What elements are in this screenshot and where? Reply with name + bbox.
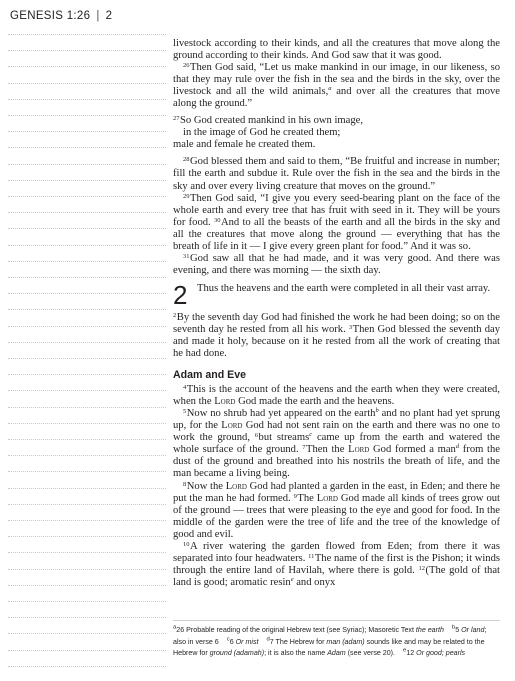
note-line (8, 277, 166, 278)
verse-number: 26 (183, 62, 190, 70)
note-line (8, 423, 166, 424)
note-lines-margin (8, 34, 168, 674)
verse-31: $^{31}$God saw all that he had made, and it was very good. And there was evening, and there was morning — the sixth day. (173, 252, 500, 276)
note-line (8, 83, 166, 84)
scripture-column (173, 38, 500, 589)
footnote-marker[interactable]: b (375, 407, 379, 415)
verse-10-12: $^{10}$A river watering the garden flowed from Eden; from there it was separated into four headwaters. $^{11}$The name of the first is the Pishon; it winds through the entire land of Havilah, where there is gold. $^{12}$(The gold of that land is good; aromatic resin$^e$ and onyx (173, 540, 501, 588)
header-separator: | (96, 10, 100, 22)
book-reference: GENESIS 1:26 (10, 10, 91, 22)
chapter-2-verse-1: Thus the heavens and the earth were completed in all their vast array. (197, 282, 491, 294)
note-line (8, 50, 166, 51)
footnote-a: $^a$26 Probable reading of the original Hebrew text (see Syriac); Masoretic Text the earth (173, 625, 444, 635)
note-line (8, 326, 166, 327)
section-heading: Adam and Eve (173, 369, 247, 382)
verse-4: $^4$This is the account of the heavens and the earth when they were created, when the Lord God made the earth and the heavens. (173, 384, 500, 408)
running-header (10, 10, 112, 22)
poetry-verse-27: $^{27}$So God created mankind in his own image, in the image of God he created them; male and female he created them. (173, 115, 364, 151)
note-line (8, 358, 166, 359)
note-line (8, 212, 166, 213)
note-line (8, 520, 166, 521)
footnote-marker[interactable]: a (328, 85, 332, 93)
verse-number: 27 (173, 115, 180, 123)
note-line (8, 374, 166, 375)
verse-number: 7 (302, 444, 306, 452)
verse-number: 29 (183, 192, 190, 200)
verse-number: 9 (293, 492, 297, 500)
footnote-marker[interactable]: d (455, 443, 460, 451)
note-line (8, 407, 166, 408)
note-line (8, 228, 166, 229)
note-line (8, 245, 166, 246)
verse-number: 4 (183, 384, 187, 392)
verse-8-9: $^8$Now the Lord God had planted a garden in the east, in Eden; and there he put the man he had formed. $^9$The Lord God made all kinds of trees grow out of the ground — trees that were pleasing to the eye and good for food. In the middle of the garden were the tree of life and the tree of the knowledge of good and evil. (173, 480, 500, 540)
verse-number: 3 (348, 323, 353, 331)
chapter-2-opening (173, 279, 500, 310)
note-line (8, 342, 166, 343)
verse-26: $^{26}$Then God said, “Let us make mankind in our image, in our likeness, so that they may rule over the fish in the sea and the birds in the sky, over the livestock and all the wild animals,$^a$ and over all the creatures that move along the ground.” (173, 62, 500, 110)
note-line (8, 115, 166, 116)
verse-number: 2 (173, 311, 177, 319)
note-line (8, 488, 166, 489)
verse-number: 8 (183, 480, 187, 488)
verse-number: 6 (254, 432, 259, 440)
note-line (8, 390, 166, 391)
note-line (8, 66, 166, 67)
footnote-e: $^e$12 Or good; pearls (403, 648, 466, 658)
footnote-b: $^b$5 Or land; also in verse 6 (173, 625, 487, 646)
verse-number: 11 (308, 552, 315, 560)
footnote-c: $^c$6 Or mist (226, 636, 259, 646)
verse-number: 10 (183, 540, 190, 548)
verse-5-7: $^5$Now no shrub had yet appeared on the earth$^b$ and no plant had yet sprung up, for the Lord God had not sent rain on the earth and there was no one to work the ground, $^6$but streams$^c$ came up from the earth and watered the whole surface of the ground. $^7$Then the Lord God formed a man$^d$ from the dust of the ground and breathed into his nostrils the breath of life, and the man became a living being. (173, 407, 500, 480)
note-line (8, 309, 166, 310)
note-line (8, 164, 166, 165)
footnotes (173, 620, 500, 659)
verse-29-30: $^{29}$Then God said, “I give you every seed-bearing plant on the face of the whole earth and every tree that has fruit with seed in it. They will be yours for food. $^{30}$And to all the beasts of the earth and all the birds in the sky and all the creatures that move along the ground — everything that has the breath of life in it — I give every green plant for food.” And it was so. (173, 192, 500, 252)
paragraph-continuation: livestock according to their kinds, and all the creatures that move along the ground according to their kinds. And God saw that it was good. (173, 38, 500, 62)
page-number: 2 (105, 10, 113, 22)
note-line (8, 131, 166, 132)
note-line (8, 666, 166, 667)
note-line (8, 99, 166, 100)
note-line (8, 650, 166, 651)
note-line (8, 180, 166, 181)
verse-number: 5 (183, 408, 187, 416)
chapter-number: 2 (173, 279, 188, 310)
note-line (8, 552, 166, 553)
verse-number: 28 (183, 156, 190, 164)
note-line (8, 633, 166, 634)
verse-number: 30 (213, 216, 221, 224)
note-line (8, 585, 166, 586)
note-line (8, 504, 166, 505)
verse-2-3: $^2$By the seventh day God had finished the work he had been doing; so on the seventh day he rested from all his work. $^3$Then God blessed the seventh day and made it holy, because on it he rested from all the work of creating that he had done. (173, 311, 500, 360)
footnote-d: $^d$7 The Hebrew for man (adam) sounds like and may be related to the Hebrew for ground (adamah); it is also the name Adam (see verse 20). (173, 636, 485, 658)
note-line (8, 536, 166, 537)
footnote-marker[interactable]: e (290, 575, 294, 583)
note-line (8, 455, 166, 456)
note-line (8, 471, 166, 472)
note-line (8, 196, 166, 197)
note-line (8, 147, 166, 148)
note-line (8, 293, 166, 294)
verse-number: 31 (183, 252, 190, 260)
note-line (8, 617, 166, 618)
verse-number: 12 (418, 564, 425, 572)
note-line (8, 34, 166, 35)
footnote-marker[interactable]: c (309, 431, 313, 439)
note-line (8, 439, 166, 440)
verse-28: $^{28}$God blessed them and said to them, “Be fruitful and increase in number; fill the earth and subdue it. Rule over the fish in the sea and the birds in the sky and over every living creature that moves on the ground.” (173, 156, 500, 192)
note-line (8, 569, 166, 570)
note-line (8, 261, 166, 262)
note-line (8, 601, 166, 602)
